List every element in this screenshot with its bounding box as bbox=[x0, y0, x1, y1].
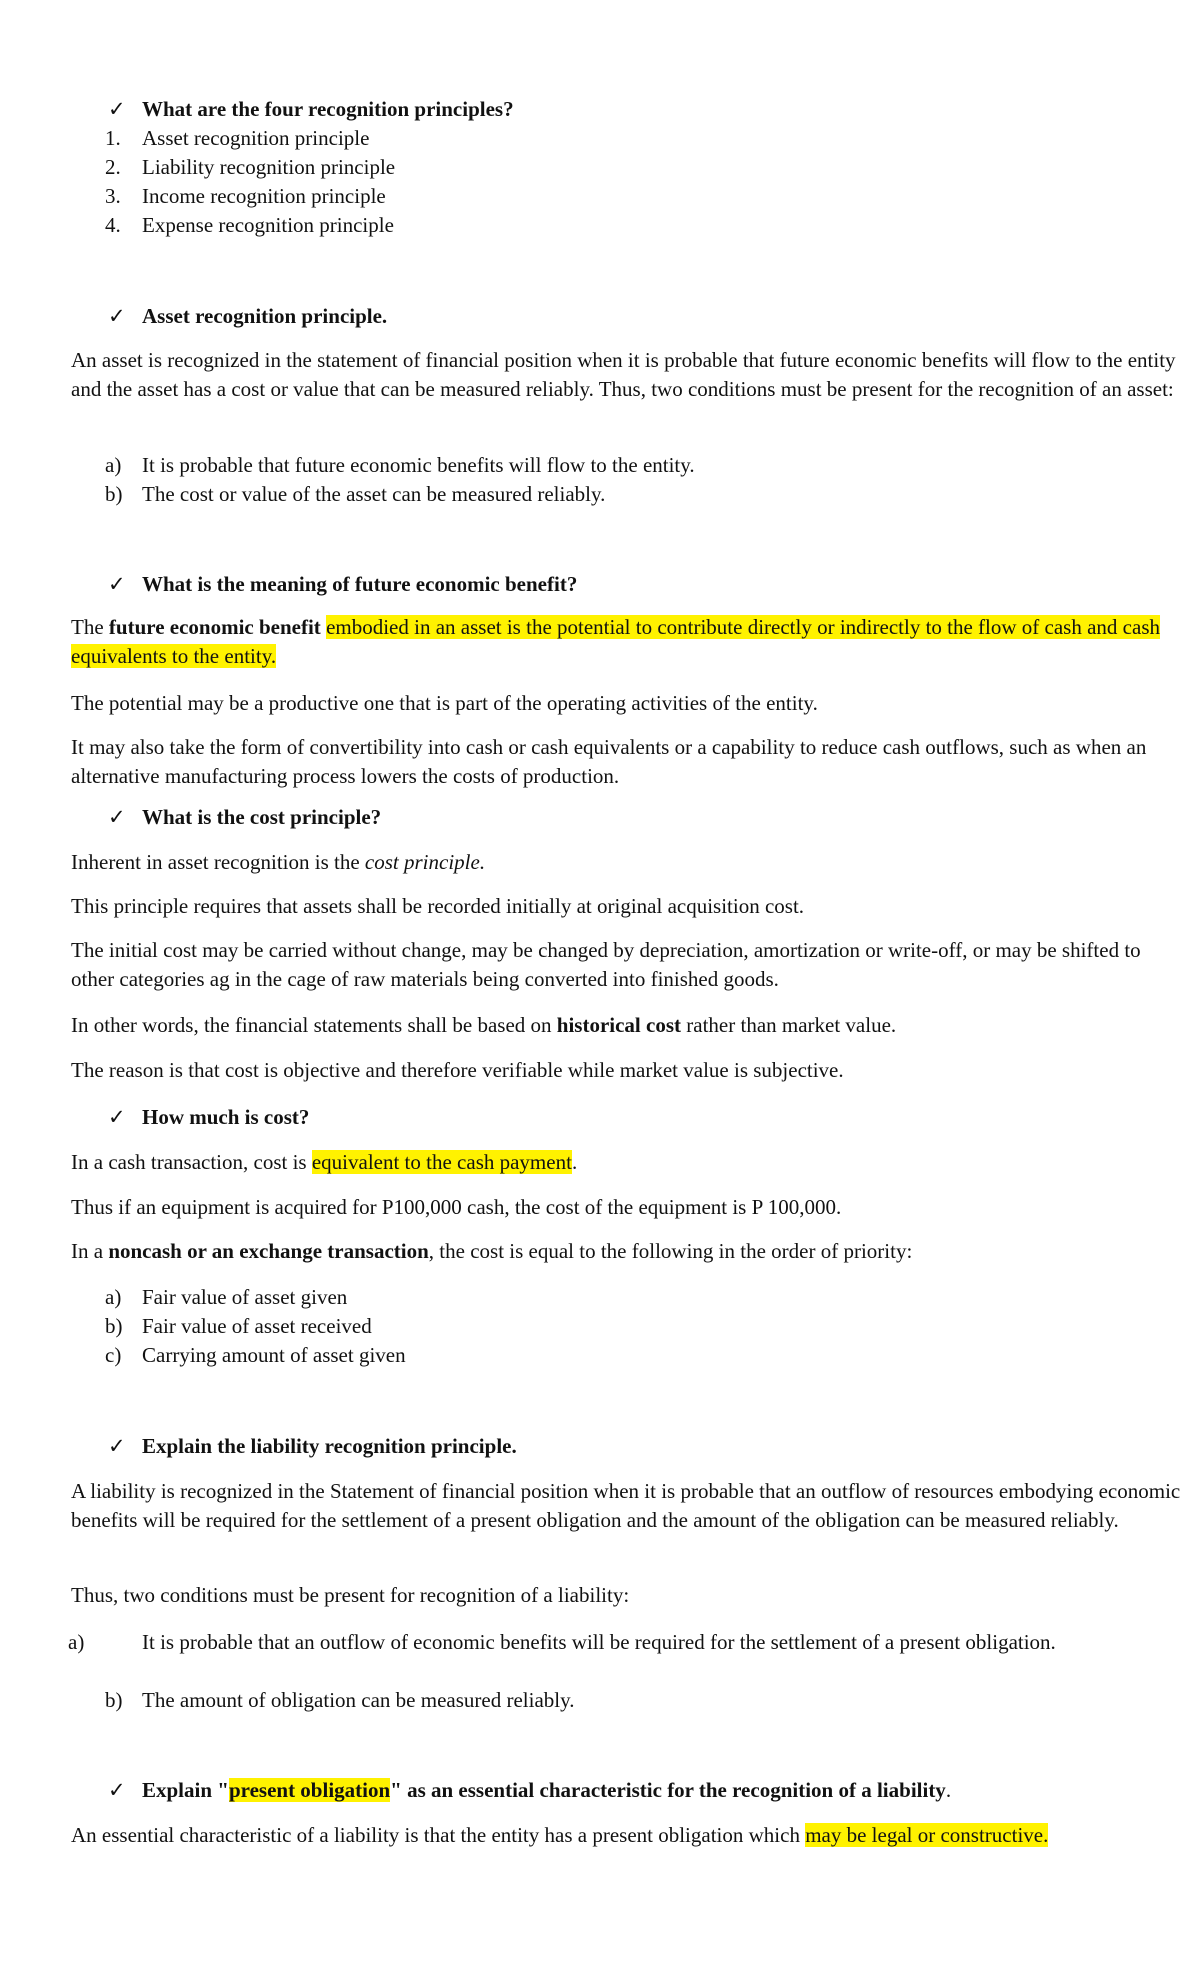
checkmark-icon: ✓ bbox=[108, 1105, 126, 1129]
checkmark-icon: ✓ bbox=[108, 97, 126, 121]
paragraph: Thus, two conditions must be present for recognition of a liability: bbox=[71, 1583, 630, 1607]
list-item: b) The amount of obligation can be measured reliably. bbox=[105, 1688, 575, 1712]
list-item: c) Carrying amount of asset given bbox=[105, 1343, 406, 1367]
list-item: a) It is probable that an outflow of economic benefits will be required for the settlement of a present obligation. bbox=[68, 1630, 1056, 1654]
paragraph: In other words, the financial statements shall be based on historical cost rather than market value. bbox=[71, 1013, 897, 1037]
heading-liability-recognition: ✓ Explain the liability recognition principle. bbox=[108, 1432, 517, 1461]
list-item: a) It is probable that future economic benefits will flow to the entity. bbox=[105, 453, 695, 477]
list-item: b) Fair value of asset received bbox=[105, 1314, 372, 1338]
heading-four-principles: ✓ What are the four recognition principles? bbox=[108, 95, 514, 124]
paragraph: An essential characteristic of a liability is that the entity has a present obligation which may be legal or constructive. bbox=[71, 1823, 1049, 1847]
paragraph: The future economic benefit embodied in an asset is the potential to contribute directly or indirectly to the flow of cash and cash equivalents to the entity. bbox=[71, 615, 1160, 668]
heading-asset-recognition: ✓ Asset recognition principle. bbox=[108, 302, 387, 331]
checkmark-icon: ✓ bbox=[108, 1778, 126, 1802]
paragraph: In a cash transaction, cost is equivalent to the cash payment. bbox=[71, 1150, 578, 1174]
checkmark-icon: ✓ bbox=[108, 1434, 126, 1458]
paragraph: This principle requires that assets shall be recorded initially at original acquisition cost. bbox=[71, 894, 805, 918]
paragraph: The reason is that cost is objective and therefore verifiable while market value is subjective. bbox=[71, 1058, 844, 1082]
highlighted-text: may be legal or constructive. bbox=[805, 1823, 1049, 1847]
checkmark-icon: ✓ bbox=[108, 304, 126, 328]
paragraph: Inherent in asset recognition is the cost principle. bbox=[71, 850, 486, 874]
list-item: b) The cost or value of the asset can be measured reliably. bbox=[105, 482, 606, 506]
heading-present-obligation: ✓ Explain "present obligation" as an essential characteristic for the recognition of a liability. bbox=[108, 1776, 951, 1805]
heading-cost-principle: ✓ What is the cost principle? bbox=[108, 803, 381, 832]
paragraph: A liability is recognized in the Statement of financial position when it is probable that an outflow of resources embodying economic benefits will be required for the settlement of a present obligation and the amount of the obligation can be measured reliably. bbox=[71, 1479, 1181, 1532]
checkmark-icon: ✓ bbox=[108, 572, 126, 596]
heading-future-benefit: ✓ What is the meaning of future economic benefit? bbox=[108, 570, 577, 599]
list-item: 1. Asset recognition principle bbox=[105, 126, 370, 150]
list-item: 2. Liability recognition principle bbox=[105, 155, 396, 179]
paragraph: The initial cost may be carried without change, may be changed by depreciation, amortization or write-off, or may be shifted to other categories ag in the cage of raw materials being converted into finished goods. bbox=[71, 938, 1141, 991]
paragraph: The potential may be a productive one that is part of the operating activities of the entity. bbox=[71, 691, 818, 715]
heading-how-much-cost: ✓ How much is cost? bbox=[108, 1103, 309, 1132]
paragraph: An asset is recognized in the statement of financial position when it is probable that future economic benefits will flow to the entity and the asset has a cost or value that can be measured reliably. Thus, two conditions must be present for the recognition of an asset: bbox=[71, 348, 1176, 401]
highlighted-text: present obligation bbox=[228, 1778, 391, 1802]
highlighted-text: equivalent to the cash payment bbox=[311, 1150, 572, 1174]
highlighted-text: embodied in an asset is the potential to contribute directly or indirectly to the flow of cash and cash equivalents to the entity. bbox=[71, 615, 1160, 668]
list-item: 3. Income recognition principle bbox=[105, 184, 386, 208]
checkmark-icon: ✓ bbox=[108, 805, 126, 829]
list-item: 4. Expense recognition principle bbox=[105, 213, 394, 237]
list-item: a) Fair value of asset given bbox=[105, 1285, 348, 1309]
paragraph: In a noncash or an exchange transaction, the cost is equal to the following in the order of priority: bbox=[71, 1239, 913, 1263]
paragraph: It may also take the form of convertibility into cash or cash equivalents or a capability to reduce cash outflows, such as when an alternative manufacturing process lowers the costs of production. bbox=[71, 735, 1147, 788]
paragraph: Thus if an equipment is acquired for P100,000 cash, the cost of the equipment is P 100,000. bbox=[71, 1195, 842, 1219]
